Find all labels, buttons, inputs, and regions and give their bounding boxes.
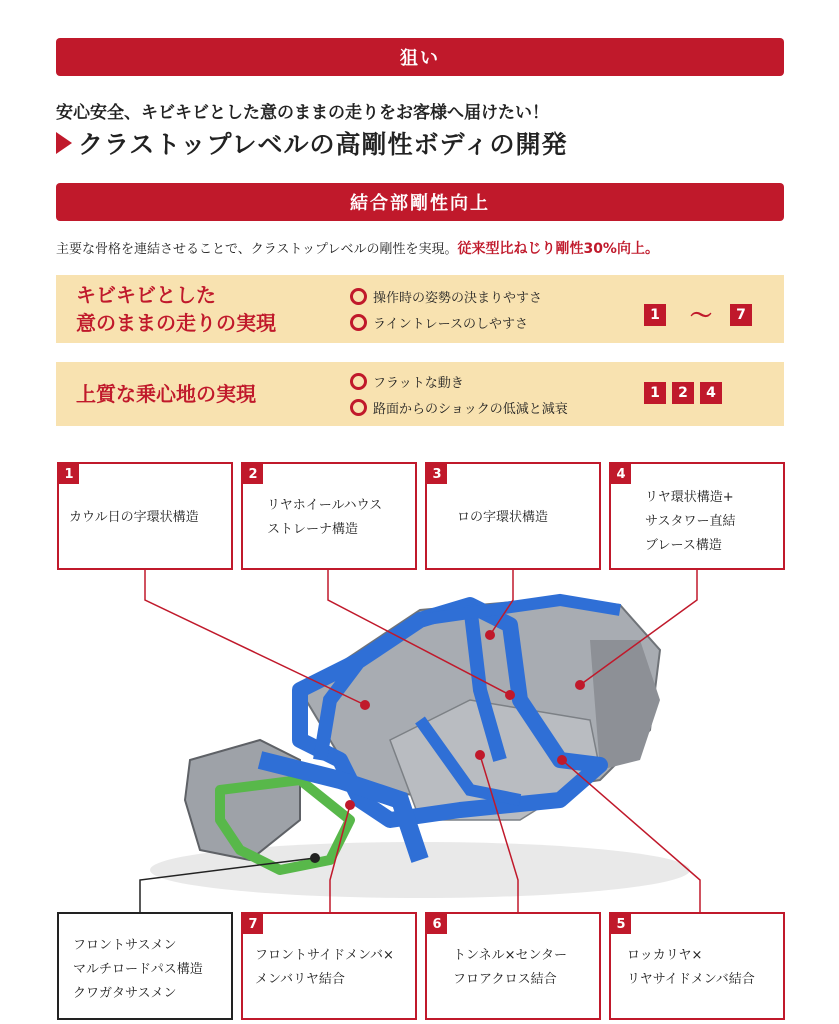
headline-text: クラストップレベルの高剛性ボディの開発	[78, 130, 568, 159]
number-badge: 2	[672, 382, 694, 404]
callout-box-3	[425, 462, 601, 570]
callout-box-1	[57, 462, 233, 570]
marker-dot	[310, 853, 320, 863]
callout-text: リヤホイールハウス ストレーナ構造	[267, 498, 383, 537]
item-text: ライントレースのしやすさ	[373, 316, 528, 332]
callout-number: 2	[243, 464, 263, 484]
callout-number: 1	[59, 464, 79, 484]
range-separator: ～	[690, 304, 713, 329]
number-badge: 4	[700, 382, 722, 404]
marker-dot	[557, 755, 567, 765]
number-badge: 1	[644, 304, 666, 326]
subtitle: 安心安全、キビキビとした意のままの走りをお客様へ届けたい！	[56, 103, 549, 123]
callout-text: リヤ環状構造+ サスタワー直結 ブレース構造	[645, 490, 736, 553]
item-text: フラットな動き	[373, 375, 464, 391]
marker-dot	[485, 630, 495, 640]
callout-box-4	[609, 462, 785, 570]
panel-title-line1: キビキビとした	[76, 283, 216, 307]
callout-text: カウル日の字環状構造	[69, 510, 199, 525]
callout-box-5	[609, 912, 785, 1020]
callout-number: 5	[611, 914, 631, 934]
aim-label: 狙い	[400, 48, 440, 69]
callout-number: 3	[427, 464, 447, 484]
callout-number: 4	[611, 464, 631, 484]
callout-number: 6	[427, 914, 447, 934]
callout-box-front-suspension	[57, 912, 233, 1020]
marker-dot	[345, 800, 355, 810]
marker-dot	[360, 700, 370, 710]
number-badge: 1	[644, 382, 666, 404]
callout-box-2	[241, 462, 417, 570]
callout-box-6	[425, 912, 601, 1020]
panel-title-line2: 意のままの走りの実現	[76, 311, 276, 335]
callout-text: フロントサスメン マルチロードパス構造 クワガタサスメン	[73, 938, 203, 1001]
callout-box-7	[241, 912, 417, 1020]
panel-title: 上質な乗心地の実現	[76, 382, 256, 406]
item-text: 路面からのショックの低減と減衰	[373, 401, 568, 417]
callout-text: ロッカリヤ× リヤサイドメンバ結合	[627, 948, 755, 987]
callout-number: 7	[243, 914, 263, 934]
callout-text: ロの字環状構造	[457, 510, 549, 525]
item-text: 操作時の姿勢の決まりやすさ	[373, 290, 543, 306]
description-main: 主要な骨格を連結させることで、クラストップレベルの剛性を実現。	[56, 242, 458, 257]
marker-dot	[475, 750, 485, 760]
number-badge: 7	[730, 304, 752, 326]
marker-dot	[575, 680, 585, 690]
marker-dot	[505, 690, 515, 700]
description-highlight: 従来型比ねじり剛性30%向上。	[457, 241, 659, 257]
callout-text: トンネル×センター フロアクロス結合	[453, 948, 567, 987]
section-label: 結合部剛性向上	[350, 193, 490, 214]
callout-text: フロントサイドメンバ× メンバリヤ結合	[255, 948, 394, 987]
